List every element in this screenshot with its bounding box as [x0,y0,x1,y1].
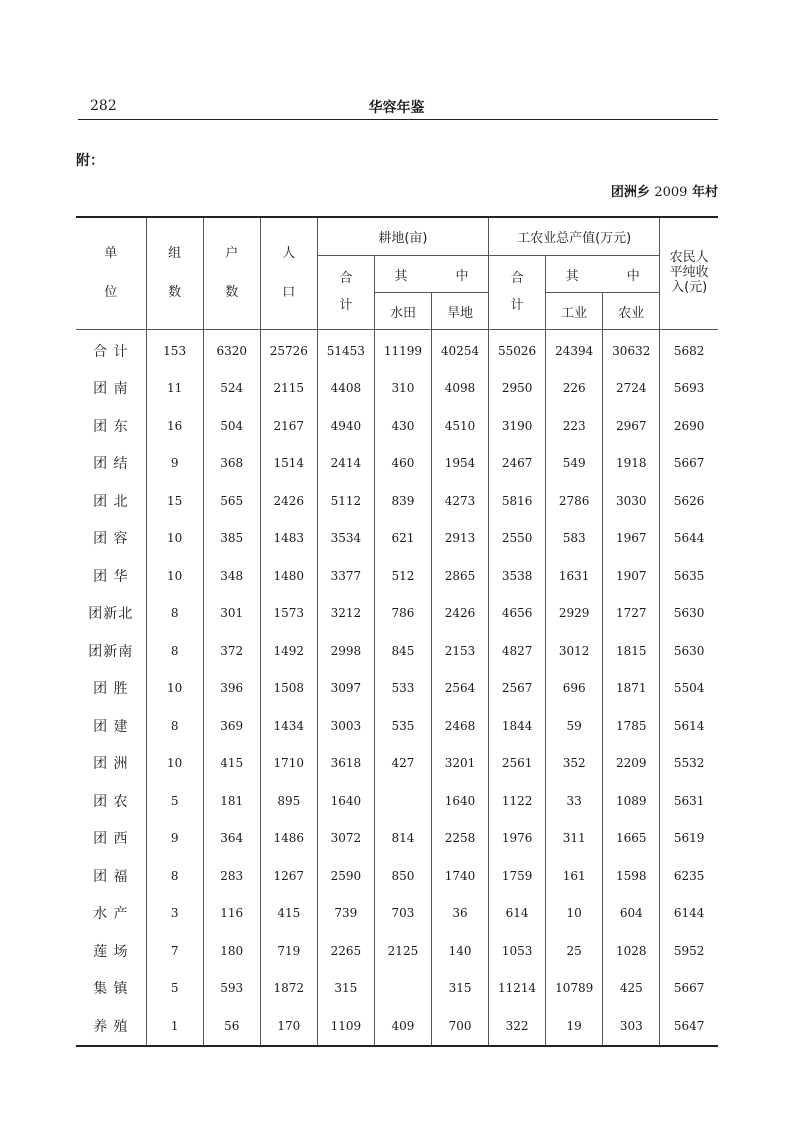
cell-population: 1573 [260,595,317,633]
cell-unit: 合 计 [76,330,146,370]
cell-population: 1710 [260,745,317,783]
cell-unit: 团 南 [76,370,146,408]
cell-agriculture: 1665 [603,820,660,858]
cell-paddy: 839 [374,482,431,520]
cell-industry: 2929 [546,595,603,633]
cell-farmland-total: 3618 [317,745,374,783]
table-row [76,482,718,520]
cell-groups: 9 [146,445,203,483]
table-title-suffix: 年村 [691,185,718,200]
cell-income: 5635 [660,557,718,595]
cell-unit: 团 东 [76,407,146,445]
table-row [76,782,718,820]
cell-groups: 10 [146,557,203,595]
cell-paddy: 430 [374,407,431,445]
table-row [76,632,718,670]
cell-industry: 311 [546,820,603,858]
cell-income: 5614 [660,707,718,745]
cell-farmland-total: 3377 [317,557,374,595]
cell-unit: 团 北 [76,482,146,520]
cell-population: 2115 [260,370,317,408]
cell-agriculture: 2967 [603,407,660,445]
cell-income: 5952 [660,932,718,970]
cell-farmland-total: 51453 [317,330,374,370]
cell-income: 2690 [660,407,718,445]
cell-groups: 3 [146,895,203,933]
cell-groups: 1 [146,1007,203,1046]
header-farmland-of-which: 其 中 [374,256,488,293]
cell-paddy: 310 [374,370,431,408]
cell-farmland-total: 2998 [317,632,374,670]
header-households: 户 数 [203,217,260,330]
cell-output-total: 55026 [489,330,546,370]
cell-households: 181 [203,782,260,820]
table-row [76,445,718,483]
cell-income: 5532 [660,745,718,783]
cell-paddy: 845 [374,632,431,670]
cell-agriculture: 1727 [603,595,660,633]
cell-agriculture: 1089 [603,782,660,820]
cell-dryland: 40254 [431,330,488,370]
cell-households: 415 [203,745,260,783]
cell-dryland: 36 [431,895,488,933]
cell-paddy: 512 [374,557,431,595]
cell-dryland: 1640 [431,782,488,820]
cell-income: 5682 [660,330,718,370]
cell-unit: 团 华 [76,557,146,595]
table-row [76,330,718,370]
cell-households: 524 [203,370,260,408]
cell-paddy: 2125 [374,932,431,970]
header-unit: 单 位 [76,217,146,330]
cell-dryland: 4510 [431,407,488,445]
cell-income: 5504 [660,670,718,708]
cell-population: 1480 [260,557,317,595]
cell-farmland-total: 2590 [317,857,374,895]
cell-income: 5630 [660,595,718,633]
cell-population: 895 [260,782,317,820]
cell-agriculture: 30632 [603,330,660,370]
cell-output-total: 2567 [489,670,546,708]
table-row [76,970,718,1008]
cell-dryland: 2564 [431,670,488,708]
cell-unit: 团新北 [76,595,146,633]
cell-dryland: 4273 [431,482,488,520]
cell-households: 283 [203,857,260,895]
cell-population: 1492 [260,632,317,670]
cell-agriculture: 1028 [603,932,660,970]
cell-output-total: 4656 [489,595,546,633]
cell-households: 565 [203,482,260,520]
table-title [611,181,718,200]
cell-population: 25726 [260,330,317,370]
cell-farmland-total: 3534 [317,520,374,558]
cell-output-total: 1759 [489,857,546,895]
table-row [76,820,718,858]
cell-output-total: 1976 [489,820,546,858]
cell-agriculture: 1598 [603,857,660,895]
table-row [76,745,718,783]
cell-farmland-total: 739 [317,895,374,933]
cell-agriculture: 1967 [603,520,660,558]
header-industry: 工业 [546,293,603,330]
cell-dryland: 4098 [431,370,488,408]
header-agriculture: 农业 [603,293,660,330]
cell-groups: 153 [146,330,203,370]
table-row [76,595,718,633]
cell-groups: 7 [146,932,203,970]
cell-income: 5630 [660,632,718,670]
cell-income: 6144 [660,895,718,933]
cell-population: 1267 [260,857,317,895]
cell-dryland: 2865 [431,557,488,595]
cell-dryland: 1740 [431,857,488,895]
cell-groups: 11 [146,370,203,408]
header-paddy: 水田 [374,293,431,330]
cell-unit: 养 殖 [76,1007,146,1046]
cell-households: 364 [203,820,260,858]
cell-population: 1514 [260,445,317,483]
cell-agriculture: 1918 [603,445,660,483]
table-title-prefix: 团洲乡 [610,185,650,200]
cell-groups: 8 [146,595,203,633]
cell-population: 1486 [260,820,317,858]
cell-unit: 莲 场 [76,932,146,970]
cell-output-total: 5816 [489,482,546,520]
cell-dryland: 2468 [431,707,488,745]
cell-income: 5667 [660,970,718,1008]
cell-agriculture: 2209 [603,745,660,783]
cell-industry: 352 [546,745,603,783]
header-farmland: 耕地(亩) [317,217,488,256]
cell-unit: 团 农 [76,782,146,820]
cell-households: 504 [203,407,260,445]
cell-output-total: 614 [489,895,546,933]
cell-households: 372 [203,632,260,670]
cell-income: 5647 [660,1007,718,1046]
table-row [76,707,718,745]
cell-dryland: 1954 [431,445,488,483]
cell-unit: 团 福 [76,857,146,895]
cell-paddy: 409 [374,1007,431,1046]
table-row [76,670,718,708]
table-row [76,932,718,970]
cell-households: 116 [203,895,260,933]
cell-population: 2167 [260,407,317,445]
appendix-label: 附： [76,153,104,169]
cell-households: 368 [203,445,260,483]
table-header [76,217,718,330]
cell-dryland: 2913 [431,520,488,558]
cell-unit: 团 洲 [76,745,146,783]
cell-industry: 24394 [546,330,603,370]
cell-output-total: 1122 [489,782,546,820]
cell-groups: 8 [146,857,203,895]
cell-output-total: 2950 [489,370,546,408]
cell-groups: 15 [146,482,203,520]
table-row [76,370,718,408]
cell-output-total: 3190 [489,407,546,445]
cell-unit: 集 镇 [76,970,146,1008]
cell-unit: 团 建 [76,707,146,745]
cell-farmland-total: 3212 [317,595,374,633]
cell-agriculture: 1815 [603,632,660,670]
table-row [76,895,718,933]
cell-population: 1434 [260,707,317,745]
cell-dryland: 140 [431,932,488,970]
cell-agriculture: 303 [603,1007,660,1046]
table-row [76,857,718,895]
cell-industry: 696 [546,670,603,708]
cell-dryland: 3201 [431,745,488,783]
cell-paddy: 427 [374,745,431,783]
cell-unit: 团 胜 [76,670,146,708]
cell-population: 415 [260,895,317,933]
cell-paddy [374,970,431,1008]
cell-households: 593 [203,970,260,1008]
cell-dryland: 2258 [431,820,488,858]
cell-dryland: 2426 [431,595,488,633]
cell-farmland-total: 2265 [317,932,374,970]
cell-output-total: 2561 [489,745,546,783]
cell-households: 369 [203,707,260,745]
running-title: 华容年鉴 [368,100,425,116]
cell-farmland-total: 3003 [317,707,374,745]
cell-farmland-total: 4940 [317,407,374,445]
cell-industry: 226 [546,370,603,408]
cell-agriculture: 604 [603,895,660,933]
cell-farmland-total: 315 [317,970,374,1008]
cell-farmland-total: 3072 [317,820,374,858]
cell-farmland-total: 1109 [317,1007,374,1046]
cell-income: 5631 [660,782,718,820]
cell-farmland-total: 2414 [317,445,374,483]
cell-paddy: 786 [374,595,431,633]
cell-farmland-total: 5112 [317,482,374,520]
cell-paddy: 535 [374,707,431,745]
cell-groups: 8 [146,632,203,670]
cell-agriculture: 1907 [603,557,660,595]
cell-population: 1508 [260,670,317,708]
cell-paddy: 850 [374,857,431,895]
cell-industry: 10 [546,895,603,933]
header-groups: 组 数 [146,217,203,330]
cell-income: 6235 [660,857,718,895]
village-statistics-table [76,216,718,1047]
cell-groups: 5 [146,782,203,820]
cell-unit: 团 西 [76,820,146,858]
cell-agriculture: 425 [603,970,660,1008]
table-row [76,1007,718,1046]
cell-groups: 8 [146,707,203,745]
header-output-total: 合 计 [489,256,546,330]
cell-industry: 549 [546,445,603,483]
cell-industry: 161 [546,857,603,895]
cell-industry: 19 [546,1007,603,1046]
cell-households: 301 [203,595,260,633]
cell-paddy: 460 [374,445,431,483]
cell-agriculture: 1785 [603,707,660,745]
cell-agriculture: 3030 [603,482,660,520]
cell-income: 5644 [660,520,718,558]
cell-groups: 5 [146,970,203,1008]
table-row [76,557,718,595]
cell-farmland-total: 3097 [317,670,374,708]
cell-output-total: 11214 [489,970,546,1008]
cell-output-total: 1053 [489,932,546,970]
cell-population: 1872 [260,970,317,1008]
cell-industry: 59 [546,707,603,745]
cell-industry: 2786 [546,482,603,520]
cell-agriculture: 1871 [603,670,660,708]
cell-households: 385 [203,520,260,558]
cell-industry: 25 [546,932,603,970]
header-rule [78,119,718,120]
cell-groups: 10 [146,520,203,558]
cell-groups: 10 [146,745,203,783]
cell-unit: 水 产 [76,895,146,933]
cell-households: 180 [203,932,260,970]
page-number: 282 [90,98,117,114]
header-income: 农民人 平纯收 入(元) [660,217,718,330]
cell-households: 396 [203,670,260,708]
cell-industry: 10789 [546,970,603,1008]
cell-income: 5667 [660,445,718,483]
cell-paddy [374,782,431,820]
cell-income: 5626 [660,482,718,520]
cell-unit: 团新南 [76,632,146,670]
header-farmland-total: 合 计 [317,256,374,330]
cell-industry: 33 [546,782,603,820]
cell-paddy: 621 [374,520,431,558]
header-output: 工农业总产值(万元) [489,217,660,256]
cell-population: 2426 [260,482,317,520]
cell-income: 5693 [660,370,718,408]
cell-paddy: 533 [374,670,431,708]
cell-output-total: 4827 [489,632,546,670]
header-output-of-which: 其 中 [546,256,660,293]
cell-population: 170 [260,1007,317,1046]
cell-output-total: 1844 [489,707,546,745]
cell-income: 5619 [660,820,718,858]
cell-farmland-total: 4408 [317,370,374,408]
cell-dryland: 2153 [431,632,488,670]
cell-paddy: 703 [374,895,431,933]
cell-groups: 9 [146,820,203,858]
cell-population: 1483 [260,520,317,558]
cell-industry: 1631 [546,557,603,595]
cell-output-total: 322 [489,1007,546,1046]
cell-groups: 10 [146,670,203,708]
cell-paddy: 814 [374,820,431,858]
cell-dryland: 700 [431,1007,488,1046]
cell-unit: 团 容 [76,520,146,558]
cell-paddy: 11199 [374,330,431,370]
cell-households: 56 [203,1007,260,1046]
cell-population: 719 [260,932,317,970]
cell-output-total: 3538 [489,557,546,595]
cell-dryland: 315 [431,970,488,1008]
cell-unit: 团 结 [76,445,146,483]
header-dryland: 旱地 [431,293,488,330]
cell-households: 348 [203,557,260,595]
cell-agriculture: 2724 [603,370,660,408]
table-title-year: 2009 [654,185,688,200]
table-row [76,407,718,445]
cell-industry: 223 [546,407,603,445]
header-population: 人 口 [260,217,317,330]
table-row [76,520,718,558]
cell-industry: 583 [546,520,603,558]
cell-groups: 16 [146,407,203,445]
cell-output-total: 2550 [489,520,546,558]
cell-output-total: 2467 [489,445,546,483]
cell-households: 6320 [203,330,260,370]
cell-industry: 3012 [546,632,603,670]
table-body [76,330,718,1046]
cell-farmland-total: 1640 [317,782,374,820]
